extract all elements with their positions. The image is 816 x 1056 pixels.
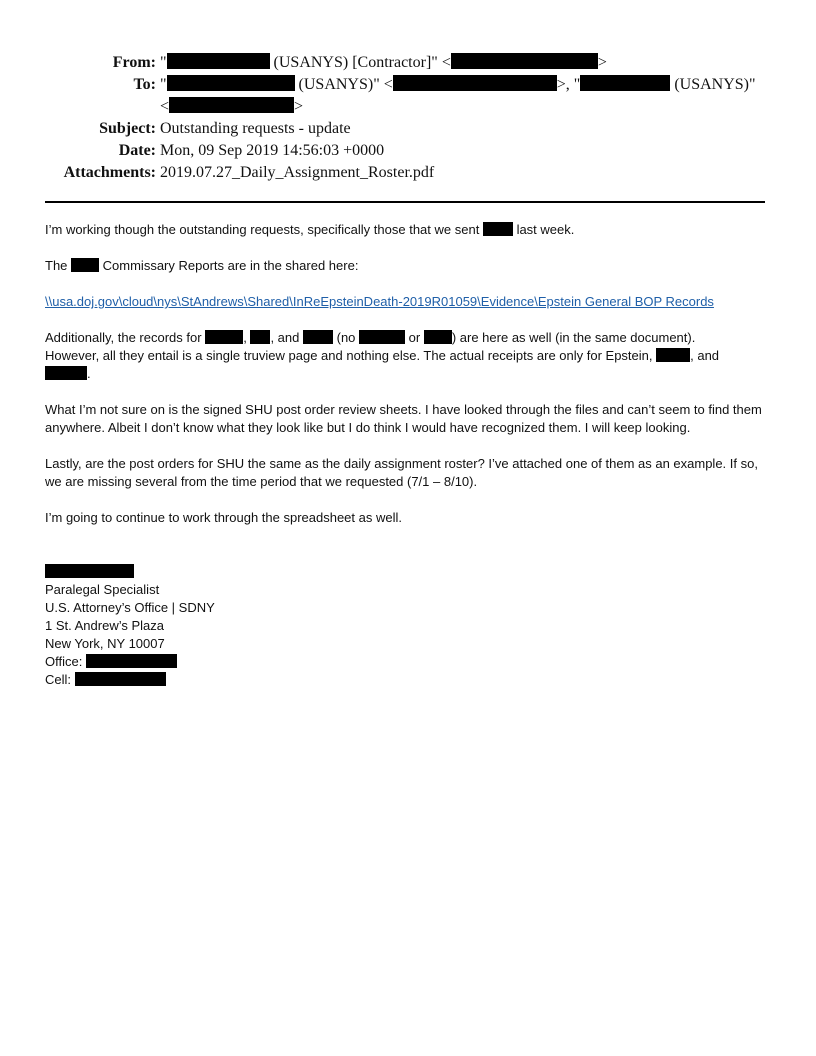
date-value: Mon, 09 Sep 2019 14:56:03 +0000 [160,142,385,159]
redaction-block [71,258,99,272]
to-row [0,74,816,96]
subject-row [0,118,816,140]
redaction-block [483,222,513,236]
redaction-block [424,330,452,344]
signature-title: Paralegal Specialist [45,582,160,597]
from-value [160,52,764,74]
to-value [160,74,764,96]
from-gt: > [597,54,607,71]
redaction-block [656,348,690,362]
from-name-suffix: (USANYS) [Contractor]" [273,54,438,71]
redaction-block [393,75,557,91]
to-part1-suffix: (USANYS)" < [298,76,393,93]
paragraph-5: Lastly, are the post orders for SHU the same as the daily assignment roster? I’ve attached one of them as an example. If so, we are missing several from the time period that we requested (7/1 – 8/10). [45,456,758,489]
redaction-block [205,330,243,344]
date-label: Date: [118,142,156,159]
paragraph-link [45,293,770,311]
to-label: To: [133,76,156,93]
to-part2-suffix: (USANYS)" [674,76,756,93]
redaction-block [167,53,270,69]
redaction-block [359,330,405,344]
attachments-label: Attachments: [63,164,156,181]
email-body [45,221,770,689]
signature-office-phone: Office: [45,653,770,671]
to-sep: >, " [556,76,581,93]
attachments-row [0,162,816,184]
to-lt: < [160,98,170,115]
redaction-block [167,75,295,91]
from-label: From: [112,54,156,71]
paragraph-2: The Commissary Reports are in the shared here: [45,258,359,273]
redaction-block [169,97,294,113]
to-row-continued [0,96,816,118]
signature-name [45,563,770,581]
shared-folder-link[interactable]: \\usa.doj.gov\cloud\nys\StAndrews\Shared\InReEpsteinDeath-2019R01059\Evidence\Epstein General BOP Records [45,294,714,309]
subject-value: Outstanding requests - update [160,120,351,137]
redaction-block [75,672,166,686]
paragraph-6: I’m going to continue to work through the spreadsheet as well. [45,510,402,525]
paragraph-1: I’m working though the outstanding requests, specifically those that we sent last week. [45,222,575,237]
redaction-block [303,330,333,344]
signature-block [45,563,770,689]
header-divider [45,201,765,203]
redaction-block [45,564,134,578]
redaction-block [86,654,177,668]
signature-cell-phone: Cell: [45,671,770,689]
from-row [0,52,816,74]
paragraph-3: Additionally, the records for , , and (no or ) are here as well (in the same document). However, all they entail is a single truview page and nothing else. The actual receipts are only for Epstein, , and . [45,330,720,381]
signature-office: U.S. Attorney’s Office | SDNY [45,600,215,615]
from-lt: < [441,54,451,71]
signature-address-1: 1 St. Andrew’s Plaza [45,618,164,633]
from-quote: " [160,54,167,71]
to-quote: " [160,76,167,93]
to-value-continued [160,96,764,118]
to-gt: > [294,98,304,115]
paragraph-4: What I’m not sure on is the signed SHU post order review sheets. I have looked through the files and can’t seem to find them anywhere. Albeit I don’t know what they look like but I do think I would have recognized them. I will keep looking. [45,402,762,435]
redaction-block [451,53,598,69]
signature-address-2: New York, NY 10007 [45,636,165,651]
redaction-block [250,330,270,344]
attachment-file[interactable]: 2019.07.27_Daily_Assignment_Roster.pdf [160,164,435,181]
email-header [0,52,816,184]
redaction-block [580,75,670,91]
date-row [0,140,816,162]
subject-label: Subject: [99,120,156,137]
redaction-block [45,366,87,380]
